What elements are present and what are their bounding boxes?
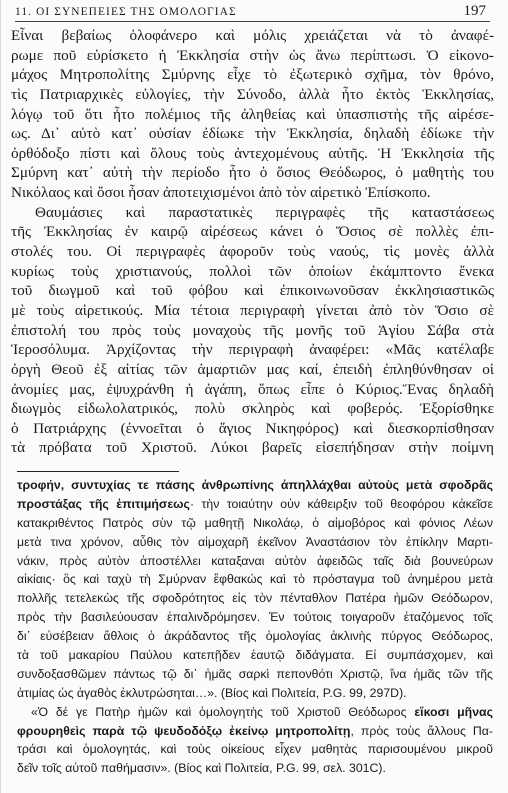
footnote-line — [17, 476, 493, 495]
footnote-line — [17, 646, 493, 665]
footnote-text: νάκιν, πρὸς αὐτὸν ἀποστέλλει καταξαναι αὐτὸν ἀφειδῶς ταῖς διὰ βουνεύρων — [17, 553, 493, 568]
footnote-line — [17, 759, 493, 778]
text-line: Σμύρνη κατ᾿ αὐτὴ τὴν περίοδο ἦτο ὁ ὅσιος Θεόδωρος, ὁ μαθητὴς του — [11, 164, 494, 182]
footnote-line — [17, 495, 493, 514]
footnote-bold: προστάξας τῆς ἐπιτιμήσεως — [17, 496, 190, 511]
running-head: 11. ΟΙ ΣΥΝΕΠΕΙΕΣ ΤΗΣ ΟΜΟΛΟΓΙΑΣ — [15, 6, 237, 18]
footnote-text: «Ὁ δέ γε Πατὴρ ἡμῶν καὶ ὁμολογητὴς τοῦ Χριστοῦ Θεόδωρος — [31, 704, 415, 719]
footnote-text: · τὴν τοιαύτην οὐν κάθειρξιν τοῦ θεοφόρου κἀκεῖσε — [189, 496, 494, 511]
footnote-text: τράσι καὶ ὁμολογητάς, καὶ τοὺς οἰκείους εἶχεν μαθητὰς παρισουμένου μικροῦ — [17, 742, 493, 757]
text-line: μάχος Μητροπολίτης Σμύρνης εἶχε τὸ ἐξωτερικὸ σχῆμα, τὸν θρόνο, — [11, 66, 494, 84]
footnote-bold: εἴκοσι μῆνας — [414, 704, 493, 719]
footnote-text: πρὸς τὴν βασιλεύουσαν ἐπαλινδρόμησεν. Ἐν τούτοις τοιγαροῦν ἐταζόμενος τοῖς — [17, 610, 493, 625]
footnote-line — [17, 552, 493, 571]
text-line: μὲ τοὺς αἱρετικούς. Μία τέτοια περιγραφὴ γίνεται ἀπὸ τὸν Ὅσιο σὲ — [11, 301, 494, 319]
text-line: ως. Δι᾿ αὐτὸ κατ᾿ οὐσίαν ἐδίωκε τὴν Ἐκκλησία, δηλαδὴ ἐδίωκε τὴν — [11, 125, 494, 143]
footnote-line — [17, 608, 493, 627]
footnote-line — [17, 589, 493, 608]
footnote-text: ἀτιμίας ὡς ἀγαθὸς ἐκλυτρώσηται…». (Βίος καὶ Πολιτεία, P.G. 99, 297D). — [17, 685, 407, 700]
footnotes — [17, 476, 493, 778]
footnote-line — [17, 703, 493, 722]
text-line: τοῦ διωγμοῦ καὶ τοῦ φόβου καὶ ἐπικοινωνοῦσαν ἐκκλησιαστικῶς — [11, 282, 494, 300]
text-line: ἀνομίες μας, ἐψυχράνθη ἡ ἀγάπη, ὅπως εἶπε ὁ Κύριος.Ἕνας δηλαδὴ — [11, 380, 494, 398]
footnote-text: αἰκίαις· ὃς καὶ ταχὺ τὴ Σμύρναν ἔφθακώς καὶ τὸ πρόσταγμα τοῦ ἀνημέρου μετὰ — [17, 572, 493, 587]
footnote-line — [17, 740, 493, 759]
footnote-line — [17, 514, 493, 533]
text-line: διωγμὸς εἰδωλολατρικός, πολὺ σκληρὸς καὶ φοβερός. Ἐξορίσθηκε — [11, 400, 494, 418]
footnote-text: δι᾿ εὐσέβειαν ἄθλοις ὁ ἀκράδαντος τῆς ὁμολογίας ἀκλινὴς πύργος Θεόδωρος, — [17, 629, 493, 644]
header-rule — [15, 21, 490, 22]
text-line: τὶς Πατριαρχικὲς εὐλογίες, τὴν Σύνοδο, ἀλλὰ ἦτο ἐκτὸς Ἐκκλησίας, — [11, 85, 494, 103]
footnote-text: τὰ τοῦ μακαρίου Παύλου κατεπῇδεν ἑαυτῷ διδάγματα. Εἰ συμπάσχομεν, καὶ — [17, 648, 493, 663]
text-line: ὀρθόδοξο πίστι καὶ ὅλους τοὺς ἀντεχομένους αὐτῆς. Ἡ Ἐκκλησία τῆς — [11, 144, 494, 162]
footnote-text: συνδοξασθῶμεν πάντως τῷ δι᾿ ἡμᾶς σαρκὶ πεπονθότι Χριστῷ, ἵνα ἡμᾶς τῶν τῆς — [17, 666, 493, 681]
footnote-line — [17, 627, 493, 646]
page-header — [1, 0, 508, 22]
footnote-line — [17, 533, 493, 552]
page-number: 197 — [463, 3, 486, 19]
footnote-line — [17, 570, 493, 589]
text-line: Ἱεροσόλυμα. Ἀρχίζοντας τὴν περιγραφὴ ἀναφέρει: «Μᾶς κατέλαβε — [11, 341, 494, 359]
main-text — [11, 26, 494, 458]
text-line: τῆς Ἐκκλησίας ἐν καιρῷ αἱρέσεως κάνει ὁ Ὅσιος σὲ πολλὲς ἐπι- — [11, 223, 494, 241]
text-line: ὁ Πατριάρχης (ἐννοεῖται ὁ ἅγιος Νικηφόρος) καὶ διεσκορπίσθησαν — [11, 419, 494, 437]
text-line: Νικόλαος καὶ ὅσοι ἦσαν ἀποτειχισμένοι ἀπὸ τὸν αἱρετικὸ Ἐπίσκοπο. — [11, 184, 431, 202]
text-line: στολές του. Οἱ περιγραφὲς ἀφοροῦν τοὺς ναούς, τὶς μονὲς ἀλλὰ — [11, 243, 494, 261]
footnote-bold: φρουρηθεὶς παρὰ τῷ ψευδοδόξῳ ἐκείνῳ μητροπολίτῃ — [17, 723, 351, 738]
text-line: Θαυμάσιες καὶ παραστατικὲς περιγραφὲς τῆς καταστάσεως — [35, 203, 494, 221]
text-line: ρωμε ποῦ εὑρίσκετο ἡ Ἐκκλησία στὴν ὡς ἄνω περίπτωσι. Ὁ εἰκονο- — [11, 46, 494, 64]
footnote-text: πολλῆς τετελεκὼς τῆς σφοδρότητος εἰς τὸν πένταθλον Πατέρα ἡμῶν Θεόδωρον, — [17, 591, 493, 606]
footnote-bold: τροφήν, συντυχίας τε πάσης ἀνθρωπίνης ἀπηλλάχθαι αὐτοὺς μετὰ σφοδρᾶς — [17, 478, 493, 492]
footnote-text: μετὰ τινα χρόνον, αὖθις τὸν αἱμοχαρῆ ἐκεῖνον Ἀναστάσιον τὸν ἐπίκλην Μαρτι- — [17, 534, 493, 549]
footnote-line — [17, 684, 493, 703]
footnote-line — [17, 665, 493, 684]
text-line: λόγῳ τοῦ ὅτι ἦτο πολέμιος τῆς ἀληθείας καὶ ὑπασπιστὴς τῆς αἱρέσε- — [11, 105, 494, 123]
footnote-text: , πρὸς τοὺς ἄλλους Πα- — [350, 723, 493, 738]
text-line: Εἶναι βεβαίως ὁλοφάνερο καὶ μόλις χρειάζεται νὰ τὸ ἀναφέ- — [11, 27, 494, 44]
footnote-text: κατακριθέντος Πατρὸς σὺν τῷ μαθητῇ Νικολάῳ, ὁ αἱμοβόρος καὶ φόνιος Λέων — [17, 515, 493, 530]
footnote-text: δεῖν τοῖς αὐτοῦ παθήμασιν». (Βίος καὶ Πολιτεία, P.G. 99, σελ. 301C). — [17, 761, 386, 776]
text-line: ὀργὴ Θεοῦ ἐξ αἰτίας τῶν ἁμαρτιῶν μας καί, ἐπειδὴ ἐπληθύνθησαν οἱ — [11, 360, 494, 378]
footnote-line — [17, 722, 493, 741]
footnote-rule — [17, 471, 179, 472]
text-line: ἐπιστολή του πρὸς τοὺς μοναχοὺς τῆς μονῆς τοῦ Ἁγίου Σάβα στὰ — [11, 321, 494, 339]
text-line: κυρίως τοὺς χριστιανούς, πολλοὶ τῶν ὁποίων ἐκάμπτοντο ἕνεκα — [11, 262, 494, 280]
text-line: τὰ πρόβατα τοῦ Χριστοῦ. Λύκοι βαρεῖς εἰσεπήδησαν στὴν ποίμνη — [11, 439, 494, 457]
